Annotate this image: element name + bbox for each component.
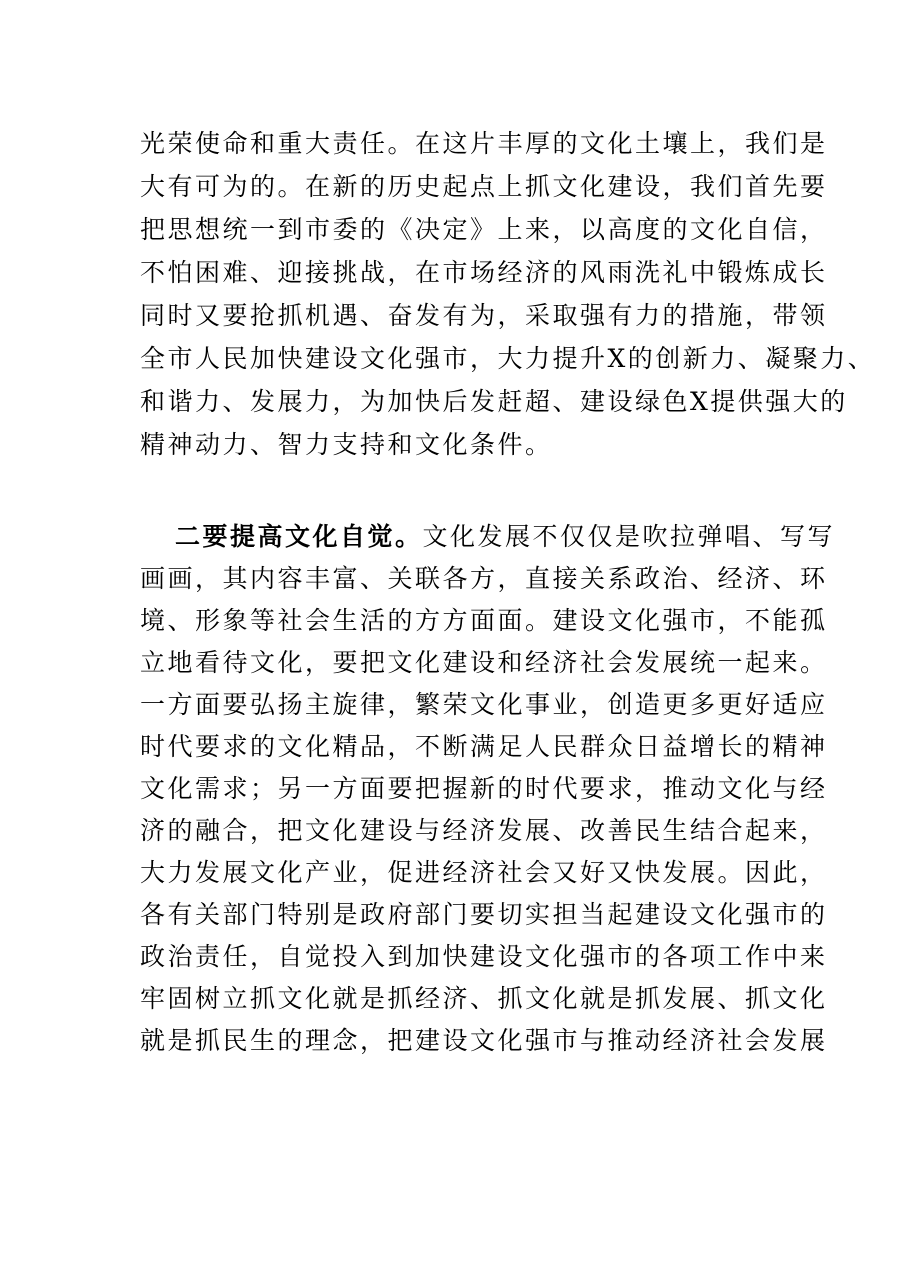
paragraph-2-line-9: 大力发展文化产业，促进经济社会又好又快发展。因此，	[140, 858, 828, 887]
paragraph-2-line-4: 立地看待文化，要把文化建设和经济社会发展统一起来。	[140, 648, 828, 677]
paragraph-2-lead: 二要提高文化自觉。	[175, 522, 423, 551]
paragraph-1-line-3: 把思想统一到市委的《决定》上来，以高度的文化自信，	[140, 215, 828, 244]
paragraph-2-line-10: 各有关部门特别是政府部门要切实担当起建设文化强市的	[140, 900, 828, 929]
paragraph-1-line-5: 同时又要抢抓机遇、奋发有为，采取强有力的措施，带领	[140, 301, 828, 330]
paragraph-2-line-8: 济的融合，把文化建设与经济发展、改善民生结合起来，	[140, 816, 828, 845]
paragraph-2-line-5: 一方面要弘扬主旋律，繁荣文化事业，创造更多更好适应	[140, 690, 828, 719]
paragraph-2-line-6: 时代要求的文化精品，不断满足人民群众日益增长的精神	[140, 732, 828, 761]
paragraph-2-line-13: 就是抓民生的理念，把建设文化强市与推动经济社会发展	[140, 1026, 828, 1055]
paragraph-1-line-4: 不怕困难、迎接挑战，在市场经济的风雨洗礼中锻炼成长	[140, 258, 828, 287]
paragraph-2-line-7: 文化需求；另一方面要把握新的时代要求，推动文化与经	[140, 774, 828, 803]
paragraph-1-line-7: 和谐力、发展力，为加快后发赶超、建设绿色X提供强大的	[140, 387, 848, 416]
paragraph-1-line-1: 光荣使命和重大责任。在这片丰厚的文化土壤上，我们是	[140, 129, 828, 158]
paragraph-2-line-12: 牢固树立抓文化就是抓经济、抓文化就是抓发展、抓文化	[140, 984, 828, 1013]
paragraph-1-line-2: 大有可为的。在新的历史起点上抓文化建设，我们首先要	[140, 172, 828, 201]
paragraph-1-line-8: 精神动力、智力支持和文化条件。	[140, 430, 553, 459]
paragraph-2-line-1-text: 文化发展不仅仅是吹拉弹唱、写写	[422, 522, 836, 551]
paragraph-2-line-2: 画画，其内容丰富、关联各方，直接关系政治、经济、环	[140, 564, 828, 593]
paragraph-2-line-1	[175, 517, 836, 557]
paragraph-2-line-3: 境、形象等社会生活的方方面面。建设文化强市，不能孤	[140, 606, 828, 635]
paragraph-1-line-6: 全市人民加快建设文化强市，大力提升X的创新力、凝聚力、	[140, 344, 876, 373]
paragraph-2-line-11: 政治责任，自觉投入到加快建设文化强市的各项工作中来	[140, 942, 828, 971]
